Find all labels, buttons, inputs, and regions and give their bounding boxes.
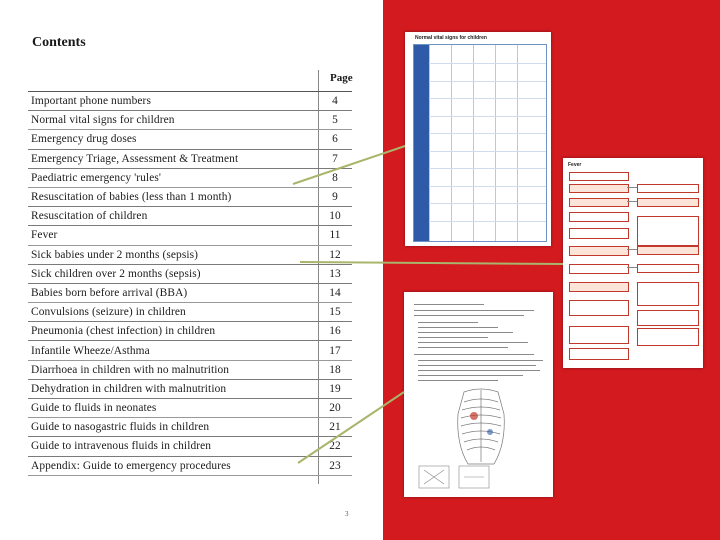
table-grid-row xyxy=(429,186,546,187)
text-line xyxy=(418,322,478,323)
toc-entry-label: Guide to nasogastric fluids in children xyxy=(31,421,210,434)
flowchart-connector xyxy=(627,249,637,250)
toc-row xyxy=(28,322,352,341)
procedures-thumbnail xyxy=(404,292,553,497)
toc-row xyxy=(28,418,352,437)
flowchart-box xyxy=(569,326,629,344)
toc-entry-page: 16 xyxy=(329,325,341,338)
flowchart-box xyxy=(569,282,629,292)
table-grid-row xyxy=(429,81,546,82)
toc-row xyxy=(28,380,352,399)
flowchart-box xyxy=(569,212,629,222)
text-line xyxy=(414,315,524,316)
contents-title: Contents xyxy=(32,35,86,50)
toc-entry-page: 6 xyxy=(332,133,338,146)
toc-entry-page: 5 xyxy=(332,114,338,127)
toc-entry-page: 15 xyxy=(329,306,341,319)
fever-flowchart-thumbnail xyxy=(563,158,703,368)
table-grid-row xyxy=(429,168,546,169)
toc-row xyxy=(28,169,352,188)
text-line xyxy=(418,327,498,328)
toc-entry-label: Resuscitation of babies (less than 1 month) xyxy=(31,191,232,204)
vital-signs-table xyxy=(413,44,547,242)
table-grid-row xyxy=(429,63,546,64)
fever-thumbnail-title: Fever xyxy=(568,162,582,168)
toc-entry-page: 8 xyxy=(332,171,338,184)
text-line xyxy=(418,332,513,333)
text-line xyxy=(418,380,498,381)
flowchart-box xyxy=(637,198,699,207)
toc-row xyxy=(28,303,352,322)
toc-entry-page: 19 xyxy=(329,382,341,395)
toc-entry-page: 17 xyxy=(329,344,341,357)
toc-entry-label: Normal vital signs for children xyxy=(31,114,175,127)
toc-entry-label: Infantile Wheeze/Asthma xyxy=(31,344,150,357)
text-line xyxy=(418,375,523,376)
toc-entry-label: Fever xyxy=(31,229,58,242)
toc-entry-page: 14 xyxy=(329,286,341,299)
toc-entry-page: 10 xyxy=(329,210,341,223)
flowchart-box xyxy=(569,184,629,193)
table-grid-row xyxy=(429,221,546,222)
table-grid-row xyxy=(429,116,546,117)
flowchart-box xyxy=(569,246,629,256)
page-column-header: Page xyxy=(330,72,353,84)
toc-row xyxy=(28,437,352,456)
toc-entry-label: Guide to intravenous fluids in children xyxy=(31,440,212,453)
flowchart-box xyxy=(569,348,629,360)
table-grid-row xyxy=(429,151,546,152)
toc-entry-page: 4 xyxy=(332,95,338,108)
flowchart-box xyxy=(637,328,699,346)
flowchart-box xyxy=(569,264,629,274)
toc-entry-page: 18 xyxy=(329,363,341,376)
toc-entry-label: Paediatric emergency 'rules' xyxy=(31,171,162,184)
toc-row xyxy=(28,207,352,226)
toc-entry-label: Guide to fluids in neonates xyxy=(31,402,157,415)
flowchart-connector xyxy=(627,187,637,188)
text-line xyxy=(418,360,543,361)
vital-signs-thumbnail-title: Normal vital signs for children xyxy=(415,35,487,41)
toc-entry-label: Babies born before arrival (BBA) xyxy=(31,286,188,299)
table-grid-column xyxy=(517,45,518,241)
toc-row xyxy=(28,361,352,380)
toc-entry-label: Emergency drug doses xyxy=(31,133,137,146)
flowchart-box xyxy=(637,216,699,246)
toc-entry-page: 23 xyxy=(329,459,341,472)
table-grid-column xyxy=(451,45,452,241)
table-grid-row xyxy=(429,133,546,134)
toc-row xyxy=(28,150,352,169)
toc-entry-label: Emergency Triage, Assessment & Treatment xyxy=(31,152,239,165)
toc-row xyxy=(28,265,352,284)
page-number: 3 xyxy=(345,510,349,518)
toc-row xyxy=(28,246,352,265)
flowchart-box xyxy=(569,198,629,207)
text-line xyxy=(418,370,540,371)
table-grid-row xyxy=(429,203,546,204)
flowchart-box xyxy=(637,246,699,255)
flowchart-connector xyxy=(627,267,637,268)
toc-entry-label: Sick children over 2 months (sepsis) xyxy=(31,267,201,280)
toc-entry-label: Diarrhoea in children with no malnutrition xyxy=(31,363,230,376)
toc-entry-label: Sick babies under 2 months (sepsis) xyxy=(31,248,199,261)
text-line xyxy=(418,342,528,343)
flowchart-box xyxy=(637,282,699,306)
toc-table xyxy=(28,91,352,476)
table-grid-row xyxy=(429,98,546,99)
toc-entry-label: Pneumonia (chest infection) in children xyxy=(31,325,216,338)
vital-signs-table-header xyxy=(414,45,429,241)
table-grid-column xyxy=(495,45,496,241)
text-line xyxy=(414,310,534,311)
toc-entry-label: Important phone numbers xyxy=(31,95,151,108)
toc-row xyxy=(28,226,352,245)
toc-row xyxy=(28,111,352,130)
toc-entry-label: Dehydration in children with malnutrition xyxy=(31,382,227,395)
neck-diagram xyxy=(414,462,494,492)
toc-entry-label: Resuscitation of children xyxy=(31,210,148,223)
toc-entry-label: Appendix: Guide to emergency procedures xyxy=(31,459,231,472)
toc-entry-page: 13 xyxy=(329,267,341,280)
toc-row xyxy=(28,284,352,303)
toc-row xyxy=(28,188,352,207)
toc-row xyxy=(28,457,352,476)
toc-row xyxy=(28,92,352,111)
toc-entry-page: 22 xyxy=(329,440,341,453)
table-grid-column xyxy=(473,45,474,241)
flowchart-connector xyxy=(627,201,637,202)
text-line xyxy=(418,365,536,366)
toc-entry-page: 7 xyxy=(332,152,338,165)
flowchart-box xyxy=(569,228,629,239)
toc-entry-label: Convulsions (seizure) in children xyxy=(31,306,186,319)
flowchart-box xyxy=(569,172,629,181)
toc-row xyxy=(28,341,352,360)
toc-entry-page: 12 xyxy=(329,248,341,261)
toc-entry-page: 9 xyxy=(332,191,338,204)
vital-signs-thumbnail xyxy=(405,32,551,246)
text-line xyxy=(418,337,488,338)
toc-row xyxy=(28,130,352,149)
flowchart-box xyxy=(637,264,699,273)
toc-entry-page: 21 xyxy=(329,421,341,434)
text-line xyxy=(418,347,508,348)
flowchart-box xyxy=(569,300,629,316)
toc-row xyxy=(28,399,352,418)
toc-entry-page: 11 xyxy=(329,229,341,242)
text-line xyxy=(414,304,484,305)
text-line xyxy=(414,354,534,355)
chest-diagram xyxy=(434,384,529,469)
flowchart-box xyxy=(637,310,699,326)
table-grid-column xyxy=(429,45,430,241)
toc-entry-page: 20 xyxy=(329,402,341,415)
flowchart-box xyxy=(637,184,699,193)
